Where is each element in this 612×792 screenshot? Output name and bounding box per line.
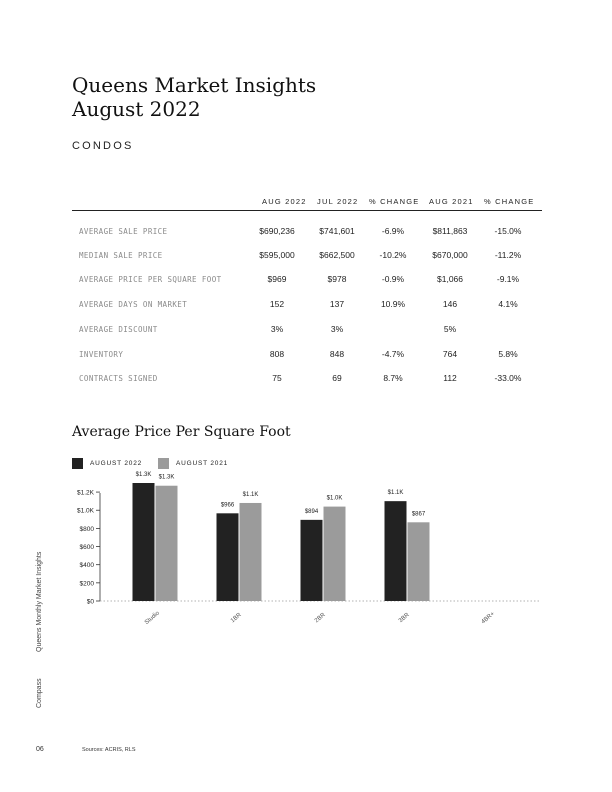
y-tick-label: $1.2K (77, 489, 94, 497)
y-tick-label: $400 (79, 562, 94, 570)
table-cell: 3% (330, 324, 344, 334)
section-label: CONDOS (72, 140, 134, 152)
x-tick-label: 1BR (229, 612, 243, 625)
x-tick-label: 2BR (313, 612, 327, 625)
y-tick-label: $0 (86, 598, 94, 606)
legend-label-aug-2022: AUGUST 2022 (90, 460, 143, 467)
table-row-label: AVERAGE SALE PRICE (79, 227, 168, 236)
table-cell: 152 (269, 299, 285, 309)
bar-august-2022 (301, 520, 323, 601)
table-cell: -0.9% (381, 274, 405, 284)
table-cell: 137 (329, 299, 345, 309)
col-header-pct-change-2: % CHANGE (484, 197, 535, 206)
table-row-label: AVERAGE DISCOUNT (79, 325, 158, 334)
table-cell: 764 (442, 349, 458, 359)
bar-august-2022 (385, 501, 407, 601)
table-cell: $690,236 (259, 226, 295, 236)
table-cell: $662,500 (319, 250, 355, 260)
col-header-aug-2022: AUG 2022 (262, 197, 307, 206)
table-cell: 10.9% (380, 299, 406, 309)
y-tick-label: $800 (79, 525, 94, 533)
bar-value-label: $1.1K (242, 491, 259, 498)
table-row-label: AVERAGE PRICE PER SQUARE FOOT (79, 275, 222, 284)
bar-august-2021 (408, 522, 430, 601)
title-line-2: August 2022 (72, 97, 201, 121)
table-cell: -6.9% (381, 226, 405, 236)
table-cell: $670,000 (432, 250, 468, 260)
table-cell: 69 (332, 373, 342, 383)
y-tick-label: $200 (79, 580, 94, 588)
bar-value-label: $1.0K (326, 495, 343, 502)
x-tick-label: Studio (143, 610, 161, 627)
bar-august-2022 (217, 513, 239, 601)
col-header-aug-2021: AUG 2021 (429, 197, 474, 206)
bar-value-label: $966 (220, 502, 235, 509)
table-cell: $969 (267, 274, 287, 284)
col-header-jul-2022: JUL 2022 (317, 197, 359, 206)
bar-value-label: $1.3K (135, 472, 152, 478)
bar-value-label: $867 (411, 511, 426, 518)
title-line-1: Queens Market Insights (72, 73, 317, 97)
table-cell: 75 (272, 373, 282, 383)
table-cell: -9.1% (496, 274, 520, 284)
table-cell: 8.7% (383, 373, 403, 383)
bar-august-2021 (156, 486, 178, 601)
table-cell: 5% (443, 324, 457, 334)
table-cell: $978 (327, 274, 347, 284)
table-cell: -10.2% (379, 250, 407, 260)
table-row-label: CONTRACTS SIGNED (79, 374, 158, 383)
bar-august-2022 (133, 483, 155, 601)
col-header-pct-change-1: % CHANGE (369, 197, 420, 206)
table-cell: -11.2% (494, 250, 522, 260)
table-cell: 112 (443, 373, 457, 383)
sources-note: Sources: ACRIS, RLS (82, 747, 136, 753)
y-tick-label: $1.0K (77, 507, 94, 515)
table-cell: 4.1% (498, 299, 518, 309)
side-publication-label: Queens Monthly Market Insights (36, 551, 43, 652)
legend-label-aug-2021: AUGUST 2021 (176, 460, 229, 467)
bar-august-2021 (324, 507, 346, 601)
table-cell: -15.0% (494, 226, 522, 236)
table-cell: $811,863 (432, 226, 468, 236)
table-cell: $1,066 (437, 274, 463, 284)
table-cell: 808 (269, 349, 285, 359)
x-tick-label: 4BR+ (480, 611, 497, 626)
table-cell: -33.0% (494, 373, 522, 383)
y-tick-label: $600 (79, 544, 94, 552)
table-row-label: INVENTORY (79, 350, 124, 359)
table-cell: 848 (329, 349, 345, 359)
page-number: 06 (36, 746, 44, 753)
table-cell: -4.7% (381, 349, 405, 359)
bar-value-label: $1.1K (387, 490, 404, 497)
chart-title: Average Price Per Square Foot (72, 424, 291, 440)
x-tick-label: 3BR (397, 612, 411, 625)
table-cell: 5.8% (498, 349, 518, 359)
table-cell: $741,601 (319, 226, 355, 236)
table-row-label: AVERAGE DAYS ON MARKET (79, 300, 188, 309)
bar-august-2021 (240, 503, 262, 601)
bar-value-label: $894 (304, 508, 319, 515)
bar-value-label: $1.3K (158, 474, 175, 481)
table-cell: 3% (270, 324, 284, 334)
table-row-label: MEDIAN SALE PRICE (79, 251, 163, 260)
table-cell: $595,000 (259, 250, 295, 260)
side-brand-label: Compass (36, 678, 43, 708)
table-cell: 146 (442, 299, 458, 309)
